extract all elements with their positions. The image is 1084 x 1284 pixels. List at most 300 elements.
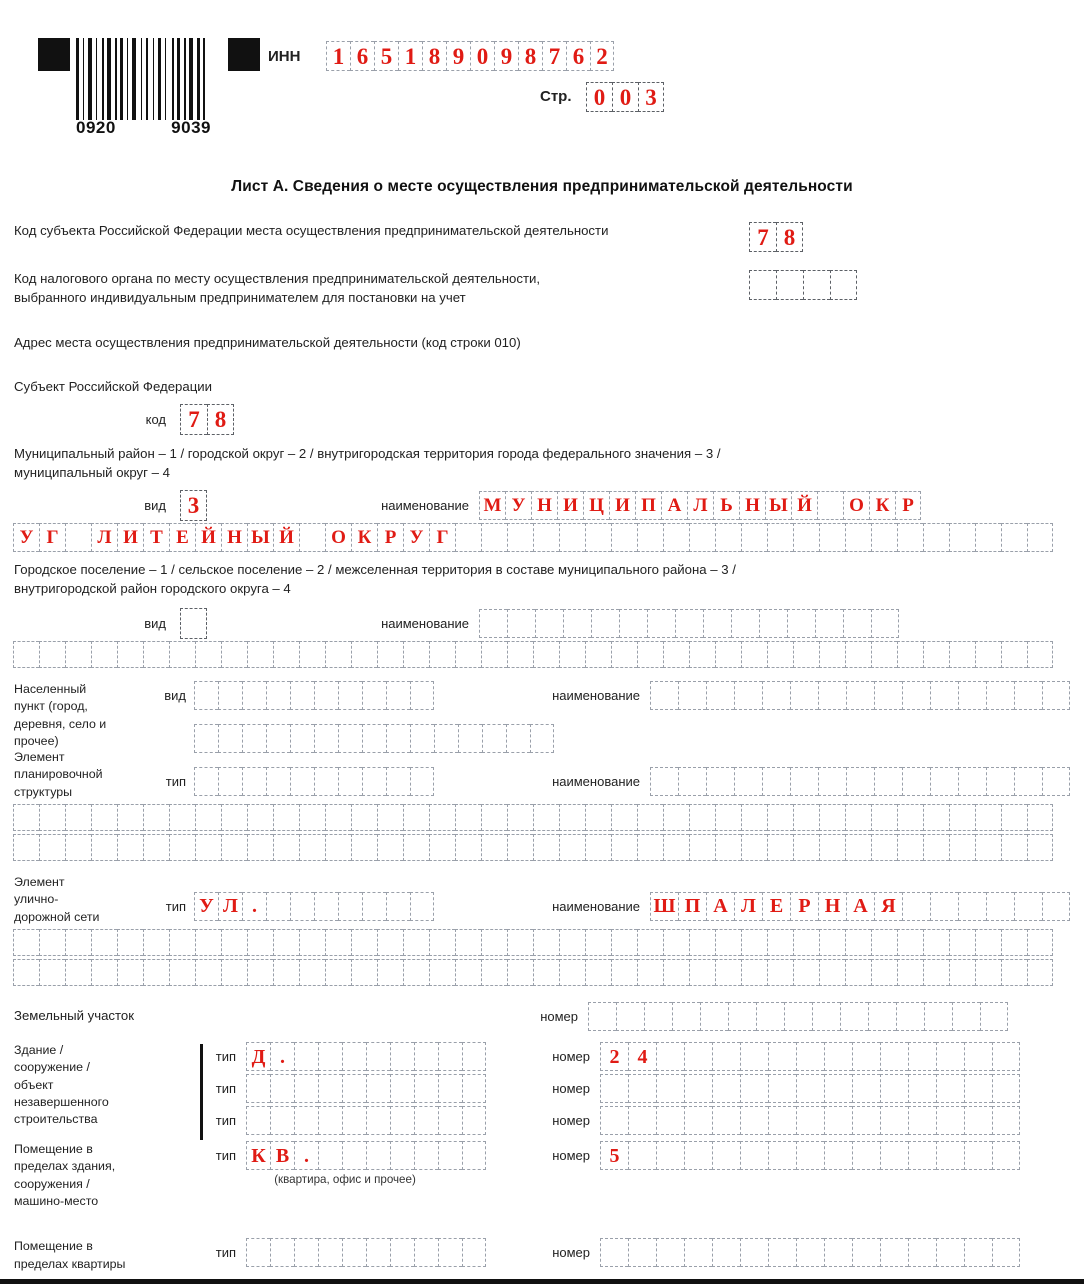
- form-cell[interactable]: [290, 767, 314, 796]
- form-cell[interactable]: [741, 959, 767, 986]
- form-cell[interactable]: [964, 1074, 992, 1103]
- form-cell[interactable]: [819, 929, 845, 956]
- form-cell[interactable]: 1: [326, 41, 350, 71]
- form-cell[interactable]: [290, 724, 314, 753]
- form-cell[interactable]: [390, 1106, 414, 1135]
- form-cell[interactable]: [429, 929, 455, 956]
- form-cell[interactable]: [964, 1141, 992, 1170]
- form-cell[interactable]: [936, 1042, 964, 1071]
- form-cell[interactable]: [403, 929, 429, 956]
- form-cell[interactable]: [815, 609, 843, 638]
- form-cell[interactable]: [845, 959, 871, 986]
- form-cell[interactable]: Ы: [765, 491, 791, 520]
- form-cell[interactable]: [270, 1074, 294, 1103]
- form-cell[interactable]: [366, 1074, 390, 1103]
- form-cell[interactable]: [533, 523, 559, 552]
- settlement-type-input[interactable]: [180, 608, 207, 639]
- form-cell[interactable]: [455, 834, 481, 861]
- form-cell[interactable]: [958, 892, 986, 921]
- form-cell[interactable]: [338, 681, 362, 710]
- form-cell[interactable]: [712, 1141, 740, 1170]
- form-cell[interactable]: [793, 834, 819, 861]
- form-cell[interactable]: [194, 724, 218, 753]
- form-cell[interactable]: [740, 1042, 768, 1071]
- form-cell[interactable]: [1001, 929, 1027, 956]
- form-cell[interactable]: [923, 523, 949, 552]
- form-cell[interactable]: [824, 1042, 852, 1071]
- form-cell[interactable]: [818, 767, 846, 796]
- form-cell[interactable]: [91, 959, 117, 986]
- form-cell[interactable]: [684, 1074, 712, 1103]
- form-cell[interactable]: [1027, 929, 1053, 956]
- form-cell[interactable]: [403, 959, 429, 986]
- form-cell[interactable]: [559, 804, 585, 831]
- form-cell[interactable]: [762, 767, 790, 796]
- form-cell[interactable]: [949, 641, 975, 668]
- form-cell[interactable]: [611, 959, 637, 986]
- form-cell[interactable]: [414, 1106, 438, 1135]
- form-cell[interactable]: [637, 804, 663, 831]
- form-cell[interactable]: [351, 641, 377, 668]
- form-cell[interactable]: [776, 270, 803, 300]
- form-cell[interactable]: [936, 1141, 964, 1170]
- form-cell[interactable]: [351, 959, 377, 986]
- form-cell[interactable]: [672, 1002, 700, 1031]
- planning-name-continuation-input-2[interactable]: [13, 834, 1053, 861]
- form-cell[interactable]: 8: [518, 41, 542, 71]
- form-cell[interactable]: [796, 1106, 824, 1135]
- form-cell[interactable]: [290, 892, 314, 921]
- form-cell[interactable]: [812, 1002, 840, 1031]
- form-cell[interactable]: [386, 892, 410, 921]
- form-cell[interactable]: [740, 1074, 768, 1103]
- form-cell[interactable]: [871, 609, 899, 638]
- form-cell[interactable]: Е: [762, 892, 790, 921]
- form-cell[interactable]: [684, 1106, 712, 1135]
- form-cell[interactable]: [462, 1042, 486, 1071]
- form-cell[interactable]: [13, 959, 39, 986]
- form-cell[interactable]: [793, 929, 819, 956]
- form-cell[interactable]: [403, 834, 429, 861]
- form-cell[interactable]: [65, 641, 91, 668]
- form-cell[interactable]: [270, 1238, 294, 1267]
- form-cell[interactable]: П: [635, 491, 661, 520]
- form-cell[interactable]: 1: [398, 41, 422, 71]
- form-cell[interactable]: Л: [734, 892, 762, 921]
- form-cell[interactable]: [992, 1238, 1020, 1267]
- form-cell[interactable]: [1027, 523, 1053, 552]
- locality-name-input[interactable]: [650, 681, 1070, 710]
- form-cell[interactable]: [1027, 804, 1053, 831]
- form-cell[interactable]: [930, 767, 958, 796]
- form-cell[interactable]: [429, 959, 455, 986]
- premises-apartment-number-input[interactable]: [600, 1238, 1020, 1267]
- form-cell[interactable]: [1001, 804, 1027, 831]
- form-cell[interactable]: [897, 959, 923, 986]
- form-cell[interactable]: [143, 804, 169, 831]
- form-cell[interactable]: [992, 1074, 1020, 1103]
- form-cell[interactable]: Ы: [247, 523, 273, 552]
- form-cell[interactable]: [874, 681, 902, 710]
- building-number-input[interactable]: [600, 1074, 1020, 1103]
- form-cell[interactable]: [299, 959, 325, 986]
- form-cell[interactable]: [221, 959, 247, 986]
- building-type-input[interactable]: [246, 1074, 486, 1103]
- form-cell[interactable]: Н: [221, 523, 247, 552]
- form-cell[interactable]: 3: [638, 82, 664, 112]
- form-cell[interactable]: [65, 804, 91, 831]
- form-cell[interactable]: [533, 959, 559, 986]
- form-cell[interactable]: [195, 641, 221, 668]
- form-cell[interactable]: 7: [542, 41, 566, 71]
- form-cell[interactable]: [958, 681, 986, 710]
- form-cell[interactable]: [1001, 959, 1027, 986]
- form-cell[interactable]: [591, 609, 619, 638]
- tax-organ-input[interactable]: [749, 270, 857, 300]
- page-number-input[interactable]: [586, 82, 664, 112]
- form-cell[interactable]: [819, 804, 845, 831]
- form-cell[interactable]: [386, 724, 410, 753]
- form-cell[interactable]: [1042, 767, 1070, 796]
- form-cell[interactable]: [479, 609, 507, 638]
- form-cell[interactable]: [362, 681, 386, 710]
- form-cell[interactable]: [438, 1042, 462, 1071]
- form-cell[interactable]: [678, 767, 706, 796]
- form-cell[interactable]: [318, 1042, 342, 1071]
- form-cell[interactable]: [684, 1238, 712, 1267]
- form-cell[interactable]: [299, 929, 325, 956]
- form-cell[interactable]: [845, 641, 871, 668]
- form-cell[interactable]: [741, 523, 767, 552]
- form-cell[interactable]: [845, 834, 871, 861]
- form-cell[interactable]: [366, 1042, 390, 1071]
- form-cell[interactable]: [481, 834, 507, 861]
- form-cell[interactable]: [530, 724, 554, 753]
- form-cell[interactable]: [1014, 681, 1042, 710]
- form-cell[interactable]: [803, 270, 830, 300]
- form-cell[interactable]: [1042, 681, 1070, 710]
- form-cell[interactable]: [414, 1074, 438, 1103]
- locality-name-continuation-input[interactable]: [194, 724, 554, 753]
- form-cell[interactable]: [318, 1141, 342, 1170]
- form-cell[interactable]: [908, 1042, 936, 1071]
- form-cell[interactable]: 8: [207, 404, 234, 435]
- form-cell[interactable]: [143, 959, 169, 986]
- form-cell[interactable]: [366, 1141, 390, 1170]
- form-cell[interactable]: [787, 609, 815, 638]
- form-cell[interactable]: Я: [874, 892, 902, 921]
- form-cell[interactable]: [790, 767, 818, 796]
- form-cell[interactable]: [221, 929, 247, 956]
- form-cell[interactable]: [741, 641, 767, 668]
- form-cell[interactable]: [923, 641, 949, 668]
- form-cell[interactable]: Ш: [650, 892, 678, 921]
- form-cell[interactable]: [644, 1002, 672, 1031]
- form-cell[interactable]: [535, 609, 563, 638]
- form-cell[interactable]: [143, 929, 169, 956]
- form-cell[interactable]: [824, 1106, 852, 1135]
- form-cell[interactable]: 6: [350, 41, 374, 71]
- form-cell[interactable]: [429, 804, 455, 831]
- form-cell[interactable]: [117, 641, 143, 668]
- form-cell[interactable]: [342, 1042, 366, 1071]
- form-cell[interactable]: [194, 681, 218, 710]
- form-cell[interactable]: [247, 834, 273, 861]
- form-cell[interactable]: [706, 767, 734, 796]
- form-cell[interactable]: [741, 929, 767, 956]
- form-cell[interactable]: [759, 609, 787, 638]
- planning-type-input[interactable]: [194, 767, 434, 796]
- form-cell[interactable]: [897, 804, 923, 831]
- planning-name-input[interactable]: [650, 767, 1070, 796]
- form-cell[interactable]: [266, 892, 290, 921]
- form-cell[interactable]: [768, 1141, 796, 1170]
- form-cell[interactable]: [434, 724, 458, 753]
- form-cell[interactable]: [325, 959, 351, 986]
- form-cell[interactable]: [684, 1141, 712, 1170]
- form-cell[interactable]: [299, 523, 325, 552]
- form-cell[interactable]: [897, 641, 923, 668]
- form-cell[interactable]: [706, 681, 734, 710]
- street-name-input[interactable]: [650, 892, 1070, 921]
- inn-input[interactable]: [326, 41, 614, 71]
- form-cell[interactable]: [600, 1106, 628, 1135]
- form-cell[interactable]: [949, 959, 975, 986]
- form-cell[interactable]: [611, 804, 637, 831]
- form-cell[interactable]: [507, 609, 535, 638]
- form-cell[interactable]: [533, 929, 559, 956]
- building-number-input[interactable]: [600, 1106, 1020, 1135]
- form-cell[interactable]: [194, 767, 218, 796]
- form-cell[interactable]: [390, 1238, 414, 1267]
- form-cell[interactable]: [700, 1002, 728, 1031]
- form-cell[interactable]: [247, 804, 273, 831]
- form-cell[interactable]: Й: [195, 523, 221, 552]
- form-cell[interactable]: [117, 929, 143, 956]
- form-cell[interactable]: [796, 1042, 824, 1071]
- form-cell[interactable]: 0: [612, 82, 638, 112]
- form-cell[interactable]: [871, 804, 897, 831]
- form-cell[interactable]: [740, 1238, 768, 1267]
- form-cell[interactable]: [611, 523, 637, 552]
- form-cell[interactable]: [647, 609, 675, 638]
- form-cell[interactable]: [273, 929, 299, 956]
- form-cell[interactable]: [871, 929, 897, 956]
- form-cell[interactable]: [824, 1074, 852, 1103]
- form-cell[interactable]: 3: [180, 490, 207, 521]
- form-cell[interactable]: [429, 641, 455, 668]
- form-cell[interactable]: 2: [590, 41, 614, 71]
- form-cell[interactable]: [1014, 892, 1042, 921]
- form-cell[interactable]: [65, 959, 91, 986]
- form-cell[interactable]: [410, 767, 434, 796]
- form-cell[interactable]: [362, 724, 386, 753]
- form-cell[interactable]: [975, 929, 1001, 956]
- form-cell[interactable]: [712, 1106, 740, 1135]
- form-cell[interactable]: [342, 1238, 366, 1267]
- form-cell[interactable]: [195, 804, 221, 831]
- form-cell[interactable]: [65, 523, 91, 552]
- form-cell[interactable]: 8: [422, 41, 446, 71]
- form-cell[interactable]: [481, 804, 507, 831]
- form-cell[interactable]: [314, 767, 338, 796]
- form-cell[interactable]: [908, 1141, 936, 1170]
- form-cell[interactable]: [117, 959, 143, 986]
- form-cell[interactable]: [585, 804, 611, 831]
- form-cell[interactable]: [749, 270, 776, 300]
- form-cell[interactable]: [796, 1141, 824, 1170]
- form-cell[interactable]: [410, 892, 434, 921]
- form-cell[interactable]: 5: [600, 1141, 628, 1170]
- building-type-input[interactable]: [246, 1042, 486, 1071]
- form-cell[interactable]: [507, 641, 533, 668]
- form-cell[interactable]: [949, 523, 975, 552]
- form-cell[interactable]: [299, 641, 325, 668]
- form-cell[interactable]: [986, 681, 1014, 710]
- form-cell[interactable]: А: [706, 892, 734, 921]
- form-cell[interactable]: [689, 929, 715, 956]
- form-cell[interactable]: [840, 1002, 868, 1031]
- form-cell[interactable]: [986, 892, 1014, 921]
- form-cell[interactable]: [506, 724, 530, 753]
- form-cell[interactable]: [796, 1238, 824, 1267]
- form-cell[interactable]: У: [194, 892, 218, 921]
- form-cell[interactable]: [377, 641, 403, 668]
- form-cell[interactable]: Ь: [713, 491, 739, 520]
- form-cell[interactable]: [455, 804, 481, 831]
- form-cell[interactable]: [793, 523, 819, 552]
- form-cell[interactable]: [91, 834, 117, 861]
- form-cell[interactable]: [342, 1074, 366, 1103]
- form-cell[interactable]: [318, 1106, 342, 1135]
- form-cell[interactable]: [338, 892, 362, 921]
- form-cell[interactable]: [843, 609, 871, 638]
- form-cell[interactable]: Н: [818, 892, 846, 921]
- form-cell[interactable]: [266, 681, 290, 710]
- form-cell[interactable]: Д: [246, 1042, 270, 1071]
- street-name-continuation-input-1[interactable]: [13, 929, 1053, 956]
- form-cell[interactable]: [930, 681, 958, 710]
- form-cell[interactable]: А: [661, 491, 687, 520]
- municipal-name-continuation-input[interactable]: [13, 523, 1053, 552]
- form-cell[interactable]: [768, 1238, 796, 1267]
- form-cell[interactable]: [414, 1141, 438, 1170]
- form-cell[interactable]: [949, 929, 975, 956]
- form-cell[interactable]: [819, 959, 845, 986]
- form-cell[interactable]: 2: [600, 1042, 628, 1071]
- form-cell[interactable]: И: [609, 491, 635, 520]
- form-cell[interactable]: [663, 804, 689, 831]
- form-cell[interactable]: [314, 892, 338, 921]
- form-cell[interactable]: [902, 681, 930, 710]
- form-cell[interactable]: [656, 1141, 684, 1170]
- form-cell[interactable]: .: [270, 1042, 294, 1071]
- form-cell[interactable]: [462, 1074, 486, 1103]
- form-cell[interactable]: [767, 959, 793, 986]
- form-cell[interactable]: [481, 523, 507, 552]
- form-cell[interactable]: [362, 767, 386, 796]
- form-cell[interactable]: [793, 641, 819, 668]
- form-cell[interactable]: [294, 1042, 318, 1071]
- form-cell[interactable]: У: [13, 523, 39, 552]
- form-cell[interactable]: [819, 834, 845, 861]
- form-cell[interactable]: [507, 929, 533, 956]
- street-name-continuation-input-2[interactable]: [13, 959, 1053, 986]
- form-cell[interactable]: [65, 834, 91, 861]
- form-cell[interactable]: [169, 834, 195, 861]
- form-cell[interactable]: [663, 523, 689, 552]
- form-cell[interactable]: [768, 1074, 796, 1103]
- form-cell[interactable]: [656, 1106, 684, 1135]
- form-cell[interactable]: [1001, 834, 1027, 861]
- form-cell[interactable]: [13, 834, 39, 861]
- form-cell[interactable]: [715, 523, 741, 552]
- form-cell[interactable]: Ц: [583, 491, 609, 520]
- form-cell[interactable]: .: [294, 1141, 318, 1170]
- form-cell[interactable]: [242, 724, 266, 753]
- form-cell[interactable]: [585, 523, 611, 552]
- form-cell[interactable]: [455, 929, 481, 956]
- form-cell[interactable]: [852, 1141, 880, 1170]
- form-cell[interactable]: [39, 929, 65, 956]
- form-cell[interactable]: [852, 1042, 880, 1071]
- form-cell[interactable]: [949, 804, 975, 831]
- form-cell[interactable]: [1014, 767, 1042, 796]
- form-cell[interactable]: [964, 1106, 992, 1135]
- form-cell[interactable]: [949, 834, 975, 861]
- region-code-input[interactable]: [749, 222, 803, 252]
- form-cell[interactable]: [221, 834, 247, 861]
- form-cell[interactable]: [663, 959, 689, 986]
- form-cell[interactable]: И: [117, 523, 143, 552]
- form-cell[interactable]: [1027, 834, 1053, 861]
- form-cell[interactable]: [218, 724, 242, 753]
- form-cell[interactable]: [559, 641, 585, 668]
- form-cell[interactable]: Н: [739, 491, 765, 520]
- form-cell[interactable]: [600, 1238, 628, 1267]
- form-cell[interactable]: [819, 523, 845, 552]
- form-cell[interactable]: [169, 959, 195, 986]
- premises-apartment-type-input[interactable]: [246, 1238, 486, 1267]
- form-cell[interactable]: [180, 608, 207, 639]
- form-cell[interactable]: [908, 1074, 936, 1103]
- settlement-name-input[interactable]: [479, 609, 899, 638]
- form-cell[interactable]: Р: [895, 491, 921, 520]
- form-cell[interactable]: [628, 1141, 656, 1170]
- form-cell[interactable]: [871, 834, 897, 861]
- form-cell[interactable]: [902, 892, 930, 921]
- form-cell[interactable]: [852, 1106, 880, 1135]
- form-cell[interactable]: [975, 834, 1001, 861]
- form-cell[interactable]: В: [270, 1141, 294, 1170]
- form-cell[interactable]: 8: [776, 222, 803, 252]
- form-cell[interactable]: [195, 929, 221, 956]
- form-cell[interactable]: [377, 834, 403, 861]
- form-cell[interactable]: [13, 641, 39, 668]
- form-cell[interactable]: 4: [628, 1042, 656, 1071]
- form-cell[interactable]: [845, 929, 871, 956]
- form-cell[interactable]: [619, 609, 647, 638]
- form-cell[interactable]: [952, 1002, 980, 1031]
- form-cell[interactable]: [39, 641, 65, 668]
- form-cell[interactable]: [908, 1106, 936, 1135]
- form-cell[interactable]: [1027, 641, 1053, 668]
- form-cell[interactable]: [846, 681, 874, 710]
- form-cell[interactable]: [377, 804, 403, 831]
- form-cell[interactable]: [734, 767, 762, 796]
- form-cell[interactable]: [689, 523, 715, 552]
- form-cell[interactable]: [975, 804, 1001, 831]
